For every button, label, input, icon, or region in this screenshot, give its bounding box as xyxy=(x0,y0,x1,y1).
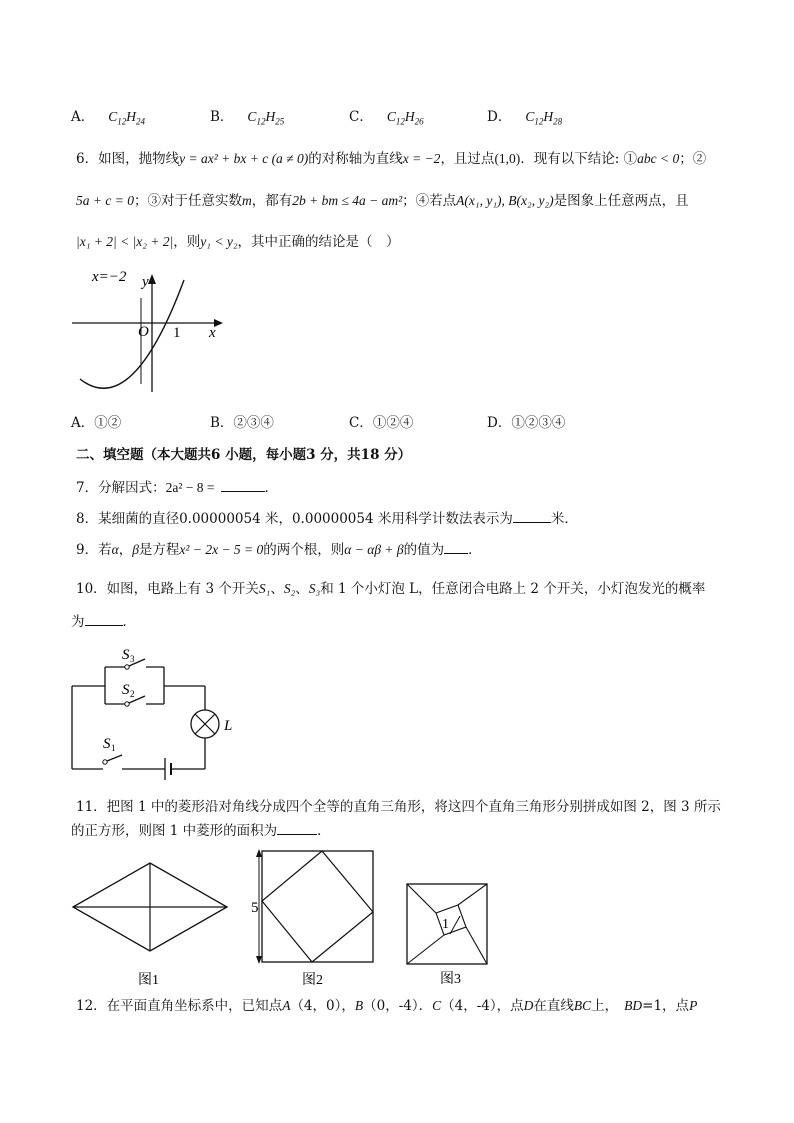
svg-text:图3: 图3 xyxy=(440,972,461,987)
q10-answer-blank[interactable] xyxy=(85,611,123,626)
q5-option-b: B． $C_{12}H_{25}$ xyxy=(210,109,285,127)
x-label: x xyxy=(209,325,216,341)
svg-text:L: L xyxy=(224,718,233,734)
q6-option-a: A．①② xyxy=(71,415,122,431)
q6-line1: 6．如图，抛物线y = ax² + bx + c (a ≠ 0)的对称轴为直线x = −2，且过点(1,0)．现有以下结论: ①abc < 0；② xyxy=(76,151,707,167)
svg-text:3: 3 xyxy=(130,654,135,664)
q6-line2: 5a + c = 0；③对于任意实数m，都有2b + bm ≤ 4a − am²；④若点A(x₁, y₁), B(x₂, y₂)是图象上任意两点，且 xyxy=(76,193,689,209)
q8-answer-blank[interactable] xyxy=(513,508,551,523)
q6-option-c: C．①②④ xyxy=(349,415,414,431)
q6-option-b: B．②③④ xyxy=(210,415,274,431)
q12: 12．在平面直角坐标系中，已知点A（4，0），B（0，-4）．C（4，-4），点D在直线BC上， BD=1，点P xyxy=(76,998,698,1014)
svg-text:5: 5 xyxy=(251,900,259,916)
svg-text:图2: 图2 xyxy=(302,973,323,988)
switch-s1 xyxy=(107,755,122,761)
svg-text:S: S xyxy=(122,682,130,698)
q11-fig2-square xyxy=(250,845,380,990)
q10-line1: 10．如图，电路上有 3 个开关S₁、S₂、S₃和 1 个小灯泡 L，任意闭合电路上 2 个开关，小灯泡发光的概率 xyxy=(76,581,706,597)
origin-label: O xyxy=(138,324,149,340)
q10-circuit-diagram xyxy=(66,642,246,780)
q5-option-c: C． $C_{12}H_{26}$ xyxy=(349,109,424,127)
y-axis-arrow xyxy=(148,274,156,284)
svg-text:图1: 图1 xyxy=(138,973,159,988)
q11-line2: 的正方形，则图 1 中菱形的面积为 ． xyxy=(71,820,331,841)
graph-axis-label: x=−2 xyxy=(92,269,127,285)
q6-parabola-graph xyxy=(66,262,226,402)
q8: 8．某细菌的直径0.00000054 米，0.00000054 米用科学计数法表示为 米． xyxy=(76,508,578,529)
section-header: 二、填空题（本大题共6 小题，每小题3 分，共18 分） xyxy=(76,447,412,463)
svg-text:1: 1 xyxy=(111,743,116,753)
q11-fig3-square xyxy=(402,878,492,990)
svg-text:S: S xyxy=(122,647,130,663)
svg-text:S: S xyxy=(103,736,111,752)
q5-option-a: A． $C_{12}H_{24}$ xyxy=(71,109,146,127)
q6-option-d: D．①②③④ xyxy=(487,415,566,431)
q10-line2: 为 ． xyxy=(71,611,136,632)
q7: 7．分解因式：2a² − 8 = ． xyxy=(76,477,278,498)
parabola-curve xyxy=(80,280,184,388)
q11-answer-blank[interactable] xyxy=(277,820,317,835)
q6-line3: |x₁ + 2| < |x₂ + 2|，则y₁ < y₂，其中正确的结论是（ ） xyxy=(76,234,400,250)
q5-option-d: D． $C_{12}H_{28}$ xyxy=(487,109,563,127)
one-label: 1 xyxy=(173,325,181,341)
svg-text:1: 1 xyxy=(442,917,449,932)
q11-fig1-rhombus xyxy=(70,860,230,990)
q11-line1: 11．把图 1 中的菱形沿对角线分成四个全等的直角三角形，将这四个直角三角形分别拼成如图 2，图 3 所示 xyxy=(76,799,721,815)
q9-answer-blank[interactable] xyxy=(444,539,468,554)
y-label: y xyxy=(142,274,149,290)
q7-answer-blank[interactable] xyxy=(221,477,265,492)
q9: 9．若α，β是方程x² − 2x − 5 = 0的两个根，则α − αβ + β的值为 ． xyxy=(76,539,482,560)
svg-text:2: 2 xyxy=(130,689,135,699)
